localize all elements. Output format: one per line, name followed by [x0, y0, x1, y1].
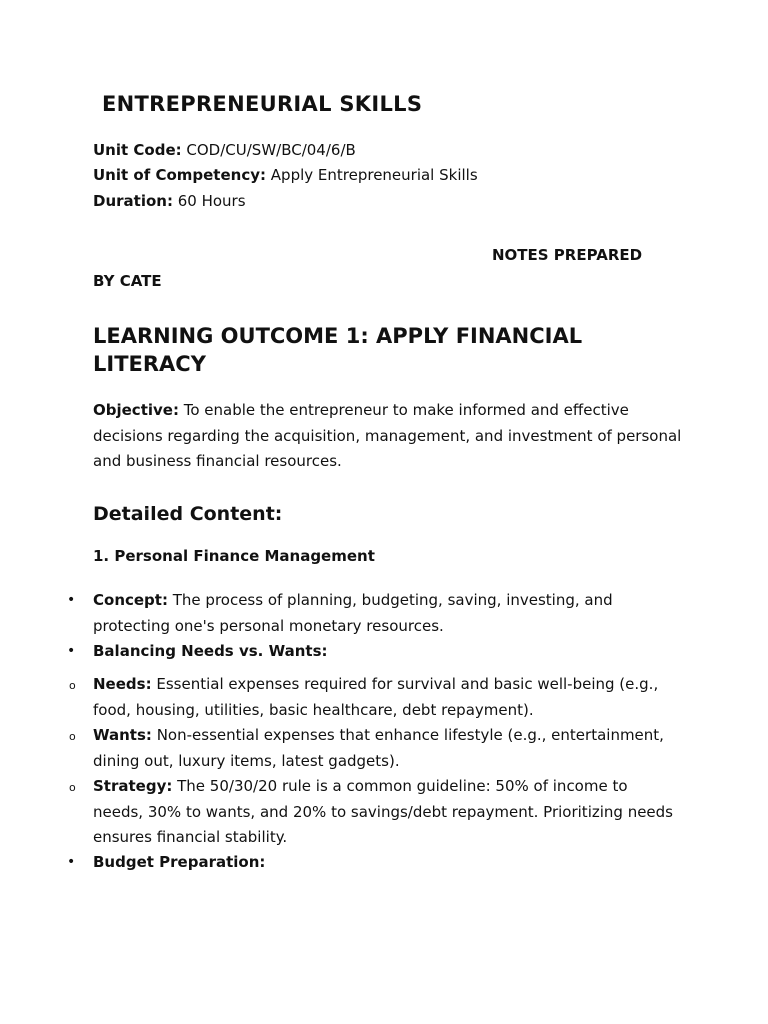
concept-text: The process of planning, budgeting, saving, investing, and protecting one's personal monetary resources.: [93, 591, 613, 635]
balancing-label: Balancing Needs vs. Wants:: [93, 642, 328, 660]
circle-bullet-icon: o: [69, 730, 76, 743]
list-item-budget: [93, 850, 678, 876]
list-item-strategy: [93, 774, 678, 851]
competency-label: Unit of Competency:: [93, 166, 266, 184]
list-item-needs: [93, 672, 678, 723]
objective-text: To enable the entrepreneur to make informed and effective decisions regarding the acquisition, management, and investment of personal and business financial resources.: [93, 401, 682, 470]
duration-label: Duration:: [93, 192, 173, 210]
strategy-label: Strategy:: [93, 777, 173, 795]
wants-label: Wants:: [93, 726, 152, 744]
detailed-content-heading: Detailed Content:: [93, 503, 283, 525]
budget-label: Budget Preparation:: [93, 853, 266, 871]
duration-value: 60 Hours: [177, 192, 246, 210]
unit-code-line: [93, 141, 356, 159]
competency-value: Apply Entrepreneurial Skills: [270, 166, 478, 184]
list-item-balancing: [93, 639, 678, 665]
disc-bullet-icon: •: [67, 854, 76, 870]
prepared-by-line-2: BY CATE: [93, 272, 162, 290]
document-title: ENTREPRENEURIAL SKILLS: [102, 92, 423, 116]
prepared-by-line-1: NOTES PREPARED: [492, 246, 643, 264]
duration-line: [93, 192, 246, 210]
concept-label: Concept:: [93, 591, 168, 609]
needs-label: Needs:: [93, 675, 152, 693]
circle-bullet-icon: o: [69, 781, 76, 794]
circle-bullet-icon: o: [69, 679, 76, 692]
strategy-text: The 50/30/20 rule is a common guideline: 50% of income to needs, 30% to wants, and 20% to savings/debt repayment. Prioritizing needs ensures financial stability.: [93, 777, 673, 846]
list-item-wants: [93, 723, 678, 774]
objective-label: Objective:: [93, 401, 179, 419]
learning-outcome-heading: LEARNING OUTCOME 1: APPLY FINANCIAL LITERACY: [93, 324, 583, 376]
wants-text: Non-essential expenses that enhance lifestyle (e.g., entertainment, dining out, luxury items, latest gadgets).: [93, 726, 664, 770]
disc-bullet-icon: •: [67, 643, 76, 659]
needs-text: Essential expenses required for survival and basic well-being (e.g., food, housing, utilities, basic healthcare, debt repayment).: [93, 675, 659, 719]
personal-finance-heading: 1. Personal Finance Management: [93, 547, 375, 565]
unit-code-label: Unit Code:: [93, 141, 182, 159]
objective-paragraph: [93, 398, 683, 475]
disc-bullet-icon: •: [67, 592, 76, 608]
list-item-concept: [93, 588, 678, 639]
unit-code-value: COD/CU/SW/BC/04/6/B: [186, 141, 356, 159]
competency-line: [93, 166, 478, 184]
